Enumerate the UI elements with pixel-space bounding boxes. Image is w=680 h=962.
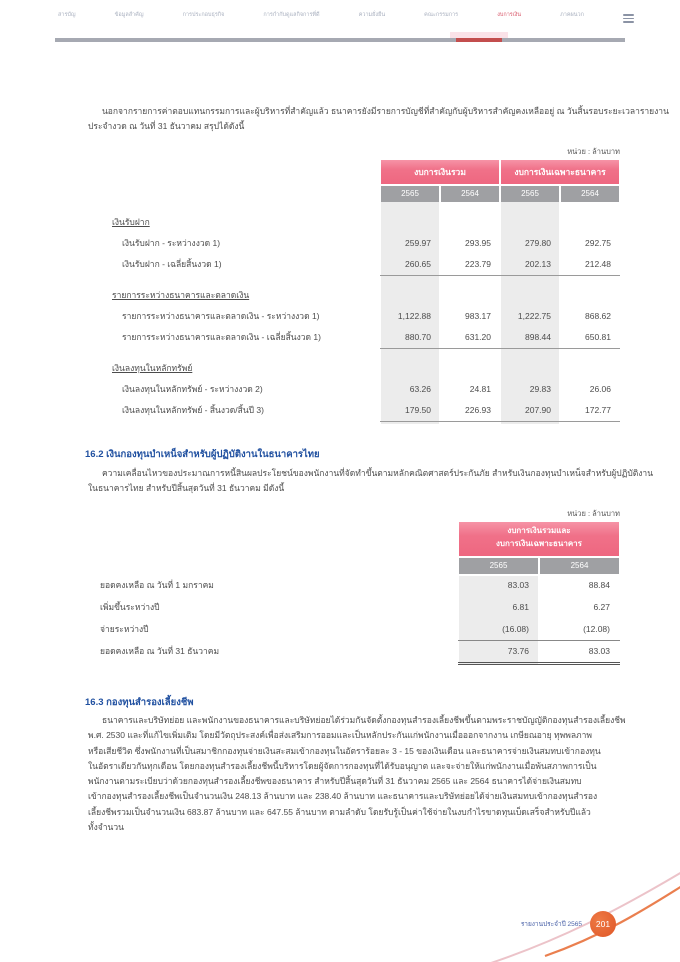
section-16-2-title: 16.2 เงินกองทุนบำเหน็จสำหรับผู้ปฏิบัติงานในธนาคารไทย <box>85 449 320 460</box>
page-number-badge: 201 <box>590 911 616 937</box>
cell-value: 179.50 <box>380 400 440 422</box>
cell-value: 898.44 <box>500 327 560 349</box>
table-row <box>112 254 620 275</box>
col-group-consolidated: งบการเงินรวม <box>381 160 499 184</box>
col-group-line1: งบการเงินรวมและ <box>507 526 571 535</box>
cell-value: 868.62 <box>585 311 611 321</box>
paragraph-line: หรือเสียชีวิต ซึ่งพนักงานที่เป็นสมาชิกกองทุนจ่ายเงินสะสมเข้ากองทุนในอัตราร้อยละ 3 - 15 ของเงินเดือน และธนาคารจ่ายเงินสมทบเข้ากองทุน <box>88 745 601 756</box>
section-16-3-paragraph <box>88 713 626 835</box>
year-cell: 2564 <box>441 186 499 202</box>
cell-value: 6.27 <box>593 602 610 612</box>
paragraph-line: ในธนาคารไทย สำหรับปีสิ้นสุดวันที่ 31 ธันวาคม มีดังนี้ <box>88 483 285 494</box>
cell-value: (16.08) <box>458 618 539 641</box>
cell-value: 1,122.88 <box>397 311 431 321</box>
table-row <box>112 379 620 400</box>
group-title-interbank <box>112 285 620 306</box>
cell-value: 650.81 <box>560 327 620 349</box>
nav-tab-appendix[interactable]: ภาคผนวก <box>560 12 584 18</box>
cell-value: 279.80 <box>525 238 551 248</box>
cell-value: 24.81 <box>469 384 491 394</box>
cell-value: 631.20 <box>440 327 500 349</box>
row-label: ยอดคงเหลือ ณ วันที่ 1 มกราคม <box>100 580 214 590</box>
cell-value: 292.75 <box>585 238 611 248</box>
paragraph-line: พ.ศ. 2530 และที่แก้ไขเพิ่มเติม โดยมีวัตถุประสงค์เพื่อส่งเสริมการออมและเป็นหลักประกันแก่พนักงานเมื่อออกจากงาน เกษียณอายุ ทุพพลภาพ <box>88 730 593 741</box>
row-label: เงินลงทุนในหลักทรัพย์ - ระหว่างงวด 2) <box>122 384 263 394</box>
section-16-2-paragraph <box>88 466 654 497</box>
cell-value: 29.83 <box>529 384 551 394</box>
row-label: เงินรับฝาก - เฉลี่ยสิ้นงวด 1) <box>122 259 222 269</box>
cell-value: 207.90 <box>500 400 560 422</box>
unit-label-table2: หน่วย : ล้านบาท <box>567 509 620 518</box>
table2-body <box>100 574 620 662</box>
col-group-line2: งบการเงินเฉพาะธนาคาร <box>496 538 582 548</box>
table1-year-row <box>112 186 620 202</box>
nav-tab-financial-statements[interactable]: งบการเงิน <box>497 12 522 18</box>
intro-paragraph <box>88 104 669 135</box>
paragraph-line: ความเคลื่อนไหวของประมาณการหนี้สินผลประโยชน์ของพนักงานที่จัดทำขึ้นตามหลักคณิตศาสตร์ประกันภัย สำหรับเงินกองทุนบำเหน็จสำหรับผู้ปฏิบัติงาน <box>102 468 654 478</box>
cell-value: 259.97 <box>405 238 431 248</box>
top-navigation <box>58 12 634 25</box>
nav-tab-governance[interactable]: การกำกับดูแลกิจการที่ดี <box>263 12 320 18</box>
cell-value: 293.95 <box>465 238 491 248</box>
year-cell: 2565 <box>381 186 439 202</box>
active-tab-underline <box>456 38 502 42</box>
cell-value: 73.76 <box>458 640 539 665</box>
table-row <box>100 618 620 640</box>
cell-value: 223.79 <box>440 254 500 276</box>
cell-value: 63.26 <box>409 384 431 394</box>
col-group-bank-only: งบการเงินเฉพาะธนาคาร <box>501 160 619 184</box>
group-title-label: รายการระหว่างธนาคารและตลาดเงิน <box>112 290 250 300</box>
paragraph-line: ธนาคารและบริษัทย่อย และพนักงานของธนาคารและบริษัทย่อยได้ร่วมกันจัดตั้งกองทุนสำรองเลี้ยงชีพขึ้นตามพระราชบัญญัติกองทุนสำรองเลี้ยงชีพ <box>102 715 626 725</box>
year-cell: 2564 <box>561 186 619 202</box>
cell-value: 83.03 <box>507 580 529 590</box>
table1-body <box>112 212 620 421</box>
year-cell: 2565 <box>459 558 538 574</box>
paragraph-line: ในอัตราเดียวกันทุกเดือน โดยกองทุนสำรองเลี้ยงชีพนี้บริหารโดยผู้จัดการกองทุนที่ได้รับอนุญาต และจะจ่ายให้แก่พนักงานเมื่อพ้นสภาพการเป็น <box>88 760 597 771</box>
paragraph-line: เลี้ยงชีพรวมเป็นจำนวนเงิน 683.87 ล้านบาท และ 647.55 ล้านบาท ตามลำดับ โดยรับรู้เป็นค่าใช้จ่ายในงบกำไรขาดทุนเบ็ดเสร็จสำหรับปีแล้ว <box>88 806 591 817</box>
table-row <box>100 596 620 618</box>
cell-value: 6.81 <box>512 602 529 612</box>
nav-tab-business[interactable]: การประกอบธุรกิจ <box>182 12 225 18</box>
col-group-combined <box>459 522 619 556</box>
cell-value: 1,222.75 <box>517 311 551 321</box>
group-title-label: เงินรับฝาก <box>112 217 150 227</box>
cell-value: 83.03 <box>539 640 620 665</box>
table-row <box>100 574 620 596</box>
cell-value: 260.65 <box>380 254 440 276</box>
nav-tab-sustainability[interactable]: ความยั่งยืน <box>358 12 386 18</box>
table-row <box>112 233 620 254</box>
nav-tab-contents[interactable]: สารบัญ <box>58 12 76 18</box>
table2-header-row <box>100 522 620 556</box>
table2-year-row <box>100 558 620 574</box>
cell-value: 26.06 <box>589 384 611 394</box>
nav-tab-board[interactable]: คณะกรรมการ <box>424 12 459 18</box>
cell-value: 880.70 <box>380 327 440 349</box>
nav-divider-bar <box>55 38 625 42</box>
footer-swoosh-decoration <box>0 842 680 962</box>
nav-tab-key-info[interactable]: ข้อมูลสำคัญ <box>114 12 144 18</box>
row-label: รายการระหว่างธนาคารและตลาดเงิน - เฉลี่ยสิ้นงวด 1) <box>122 332 321 342</box>
section-16-3-title: 16.3 กองทุนสำรองเลี้ยงชีพ <box>85 697 194 708</box>
cell-value: 983.17 <box>465 311 491 321</box>
hamburger-menu-icon[interactable] <box>623 14 634 25</box>
cell-value: (12.08) <box>539 618 620 641</box>
row-label: จ่ายระหว่างปี <box>100 624 149 634</box>
row-label: เพิ่มขึ้นระหว่างปี <box>100 602 160 612</box>
paragraph-line: เข้ากองทุนสำรองเลี้ยงชีพเป็นจำนวนเงิน 248.13 ล้านบาท และ 238.40 ล้านบาท และธนาคารและบริษัทย่อยได้จ่ายเงินสมทบเข้ากองทุนสำรอง <box>88 791 598 802</box>
cell-value: 226.93 <box>440 400 500 422</box>
table-total-row <box>100 640 620 662</box>
intro-line: ประจำงวด ณ วันที่ 31 ธันวาคม สรุปได้ดังนี้ <box>88 121 245 132</box>
table-row <box>112 306 620 327</box>
table-row <box>112 327 620 348</box>
related-party-table <box>112 160 620 428</box>
cell-value: 202.13 <box>500 254 560 276</box>
row-label: รายการระหว่างธนาคารและตลาดเงิน - ระหว่างงวด 1) <box>122 311 320 321</box>
paragraph-line: ทั้งจำนวน <box>88 822 124 833</box>
table-row <box>112 400 620 421</box>
table1-header-row <box>112 160 620 184</box>
row-label: เงินลงทุนในหลักทรัพย์ - สิ้นงวด/สิ้นปี 3) <box>122 405 264 415</box>
group-title-label: เงินลงทุนในหลักทรัพย์ <box>112 363 193 373</box>
paragraph-line: พนักงานตามระเบียบว่าด้วยกองทุนสำรองเลี้ยงชีพของธนาคาร สำหรับปีสิ้นสุดวันที่ 31 ธันวาคม 2565 และ 2564 ธนาคารได้จ่ายเงินสมทบ <box>88 776 582 787</box>
cell-value: 172.77 <box>560 400 620 422</box>
footer-report-label: รายงานประจำปี 2565 <box>520 921 582 928</box>
row-label: ยอดคงเหลือ ณ วันที่ 31 ธันวาคม <box>100 646 220 656</box>
year-cell: 2564 <box>540 558 619 574</box>
group-title-investments <box>112 358 620 379</box>
unit-label-table1: หน่วย : ล้านบาท <box>567 147 620 156</box>
intro-line: นอกจากรายการค่าตอบแทนกรรมการและผู้บริหารที่สำคัญแล้ว ธนาคารยังมีรายการบัญชีที่สำคัญกับผู้บริหารสำคัญคงเหลืออยู่ ณ วันสิ้นรอบระยะเวลารายงาน <box>102 106 669 116</box>
cell-value: 212.48 <box>560 254 620 276</box>
cell-value: 88.84 <box>588 580 610 590</box>
group-title-deposits <box>112 212 620 233</box>
pension-fund-table <box>100 522 620 668</box>
row-label: เงินรับฝาก - ระหว่างงวด 1) <box>122 238 221 248</box>
year-cell: 2565 <box>501 186 559 202</box>
